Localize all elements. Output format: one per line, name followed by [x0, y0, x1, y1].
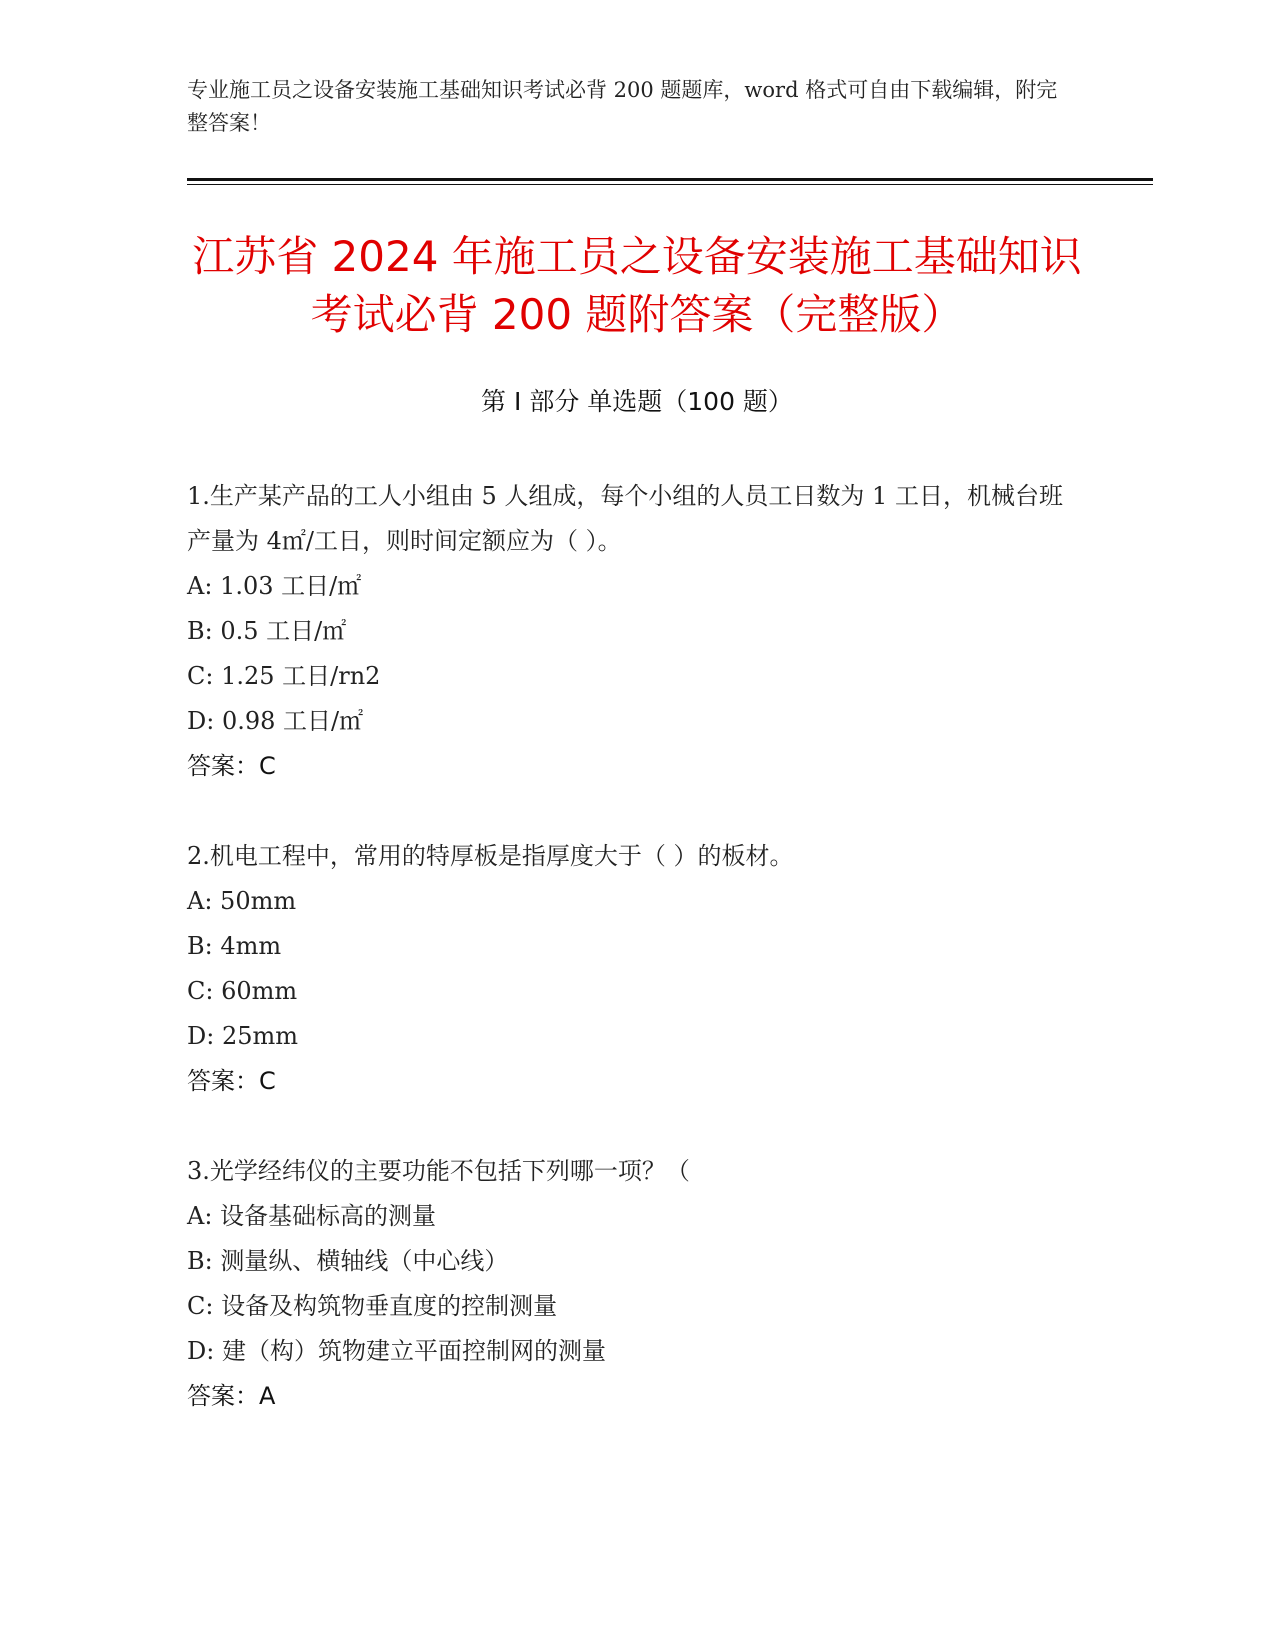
option-a: A: 设备基础标高的测量 [187, 1202, 437, 1230]
question-text: 1.生产某产品的工人小组由 5 人组成，每个小组的人员工日数为 1 工日，机械台班产量为 4㎡/工日，则时间定额应为（ ）。 [187, 482, 1063, 555]
question-1 [187, 474, 1067, 789]
header-divider-thick [187, 178, 1153, 181]
option-b: B: 0.5 工日/㎡ [187, 617, 347, 645]
header-divider-thin [187, 184, 1153, 185]
option-c: C: 设备及构筑物垂直度的控制测量 [187, 1292, 558, 1320]
document-title: 江苏省 2024 年施工员之设备安装施工基础知识考试必背 200 题附答案（完整版） [192, 232, 1082, 339]
option-b: B: 测量纵、横轴线（中心线） [187, 1247, 509, 1275]
question-3 [187, 1149, 1067, 1419]
question-list [187, 474, 1067, 1419]
question-text: 3.光学经纬仪的主要功能不包括下列哪一项？（ [187, 1157, 690, 1185]
option-b: B: 4mm [187, 932, 282, 960]
header-note: 专业施工员之设备安装施工基础知识考试必背 200 题题库，word 格式可自由下载编辑，附完整答案！ [187, 78, 1058, 135]
question-2 [187, 834, 1067, 1104]
option-d: D: 0.98 工日/㎡ [187, 707, 364, 735]
section-title: 第 I 部分 单选题（100 题） [481, 387, 793, 416]
option-a: A: 1.03 工日/㎡ [187, 572, 362, 600]
option-d: D: 25mm [187, 1022, 299, 1050]
answer: 答案：C [187, 1067, 276, 1095]
answer: 答案：A [187, 1382, 276, 1410]
option-a: A: 50mm [187, 887, 297, 915]
option-c: C: 60mm [187, 977, 298, 1005]
option-c: C: 1.25 工日/rn2 [187, 662, 381, 690]
answer: 答案：C [187, 752, 276, 780]
question-text: 2.机电工程中，常用的特厚板是指厚度大于（ ）的板材。 [187, 842, 794, 870]
option-d: D: 建（构）筑物建立平面控制网的测量 [187, 1337, 606, 1365]
